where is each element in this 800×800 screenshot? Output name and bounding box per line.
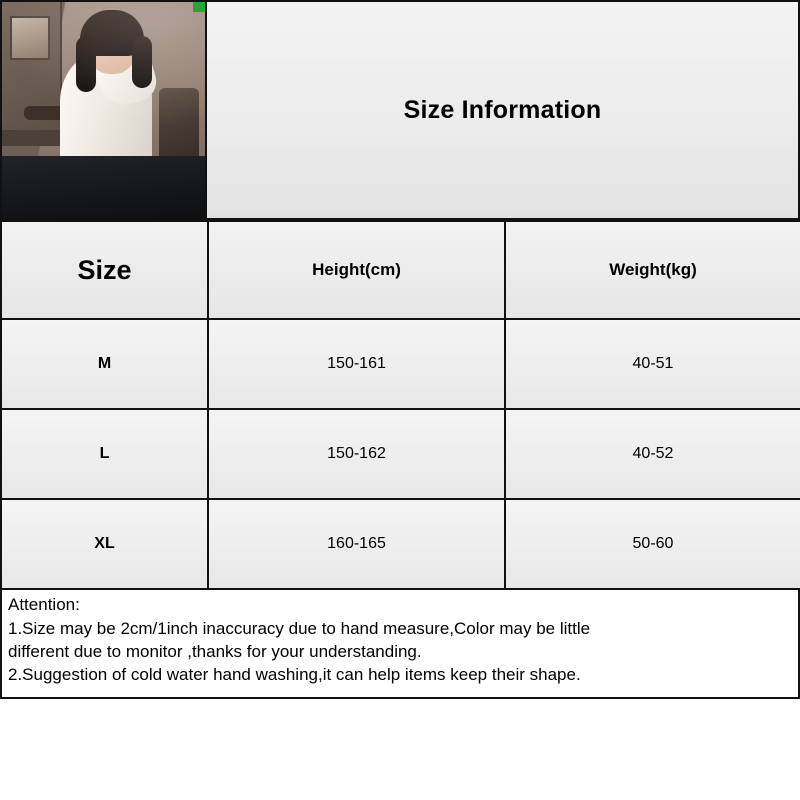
cell-weight: 40-52 <box>505 409 800 499</box>
attention-line-3: 2.Suggestion of cold water hand washing,it can help items keep their shape. <box>8 664 581 684</box>
cell-height: 160-165 <box>208 499 505 589</box>
page-title: Size Information <box>403 95 602 124</box>
table-row <box>1 409 800 499</box>
table-row <box>1 499 800 589</box>
attention-line-2: different due to monitor ,thanks for your understanding. <box>8 641 422 661</box>
photo-light-glare <box>2 2 205 218</box>
product-photo-image <box>2 2 205 218</box>
cell-height: 150-162 <box>208 409 505 499</box>
column-header-size: Size <box>1 221 208 319</box>
cell-size: XL <box>1 499 208 589</box>
table-header-row <box>1 221 800 319</box>
attention-heading: Attention: <box>8 595 80 614</box>
cell-height: 150-161 <box>208 319 505 409</box>
size-table <box>0 220 800 590</box>
attention-line-1: 1.Size may be 2cm/1inch inaccuracy due to hand measure,Color may be little <box>8 618 591 638</box>
table-row <box>1 319 800 409</box>
cell-size: L <box>1 409 208 499</box>
product-photo <box>2 2 207 218</box>
cell-weight: 50-60 <box>505 499 800 589</box>
cell-size: M <box>1 319 208 409</box>
header-row <box>0 0 800 220</box>
column-header-height: Height(cm) <box>208 221 505 319</box>
column-header-weight: Weight(kg) <box>505 221 800 319</box>
green-corner-marker-icon <box>193 2 205 12</box>
title-cell <box>207 2 798 218</box>
cell-weight: 40-51 <box>505 319 800 409</box>
attention-block <box>0 590 800 699</box>
